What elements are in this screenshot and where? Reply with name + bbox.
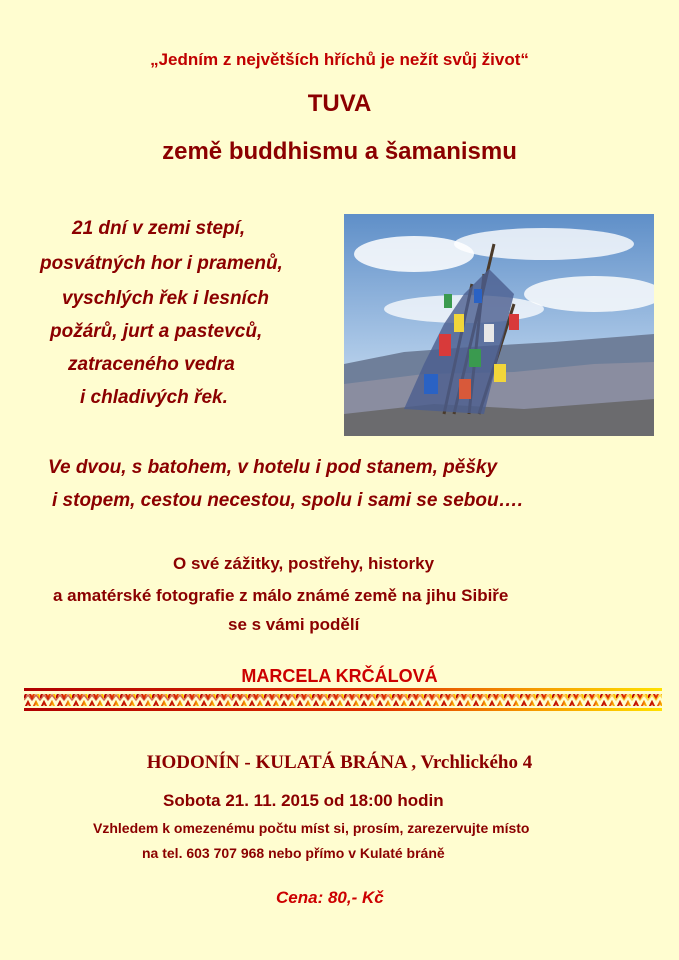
event-title: TUVA (307, 90, 372, 117)
event-subtitle: země buddhismu a šamanismu (162, 138, 517, 165)
talk-line: se s vámi podělí (228, 615, 360, 634)
reservation-line: Vzhledem k omezenému počtu míst si, prosím, zarezervujte místo (93, 820, 530, 836)
poem-line: 21 dní v zemi stepí, (72, 218, 246, 239)
event-date: Sobota 21. 11. 2015 od 18:00 hodin (163, 791, 444, 810)
travel-line: i stopem, cestou necestou, spolu i sami se sebou…. (52, 490, 523, 511)
poem-line: i chladivých řek. (80, 387, 228, 408)
quote: „Jedním z největších hříchů je nežít svůj život“ (150, 50, 529, 69)
poem-line: požárů, jurt a pastevců, (50, 321, 263, 342)
decorative-zigzag-border (24, 688, 662, 712)
poem-line: zatraceného vedra (68, 354, 235, 375)
reservation-line: na tel. 603 707 968 nebo přímo v Kulaté bráně (142, 845, 445, 861)
travel-line: Ve dvou, s batohem, v hotelu i pod stanem, pěšky (48, 457, 498, 478)
talk-line: O své zážitky, postřehy, historky (173, 554, 435, 573)
speaker-name: MARCELA KRČÁLOVÁ (241, 666, 438, 686)
poem-line: vyschlých řek i lesních (62, 288, 270, 309)
ticket-price: Cena: 80,- Kč (276, 888, 384, 907)
talk-line: a amatérské fotografie z málo známé země na jihu Sibiře (53, 586, 509, 605)
poem-line: posvátných hor i pramenů, (40, 253, 283, 274)
tuva-shrine-photo (344, 214, 654, 436)
venue: HODONÍN - KULATÁ BRÁNA , Vrchlického 4 (146, 752, 533, 773)
